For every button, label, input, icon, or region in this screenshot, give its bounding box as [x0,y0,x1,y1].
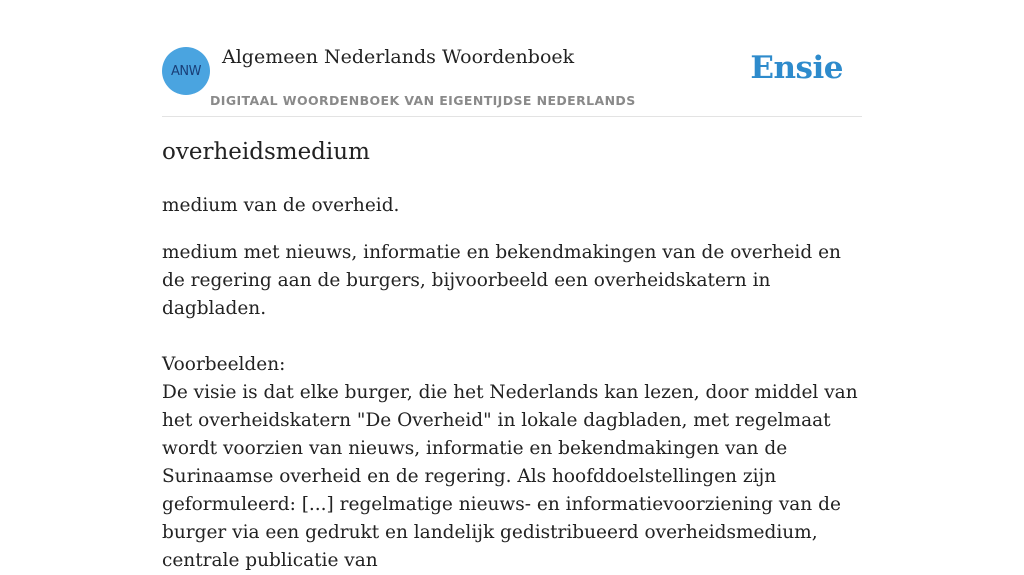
short-definition: medium van de overheid. [162,195,400,216]
site-title[interactable]: Algemeen Nederlands Woordenboek [222,46,575,68]
entry-content [162,192,862,575]
page [162,0,862,571]
long-definition: medium met nieuws, informatie en bekendmakingen van de overheid en de regering aan de burgers, bijvoorbeeld een overheidskatern in dagbladen. [162,242,841,319]
site-header [162,0,862,117]
logo-text: ANW [171,63,201,79]
ensie-brand-link[interactable]: Ensie [750,50,843,86]
site-subtitle: DIGITAAL WOORDENBOEK VAN EIGENTIJDSE NEDERLANDS [210,93,636,108]
page-title: overheidsmedium [162,139,370,165]
examples-label: Voorbeelden: [162,354,286,375]
anw-logo[interactable] [162,47,210,95]
example-text: De visie is dat elke burger, die het Nederlands kan lezen, door middel van het overheidskatern "De Overheid" in lokale dagbladen, met regelmaat wordt voorzien van nieuws, informatie en bekendmakingen van de Surinaamse overheid en de regering. Als hoofddoelstellingen zijn geformuleerd: [...] regelmatige nieuws- en informatievoorziening van de burger via een gedrukt en landelijk gedistribueerd overheidsmedium, centrale publicatie van [162,382,858,571]
